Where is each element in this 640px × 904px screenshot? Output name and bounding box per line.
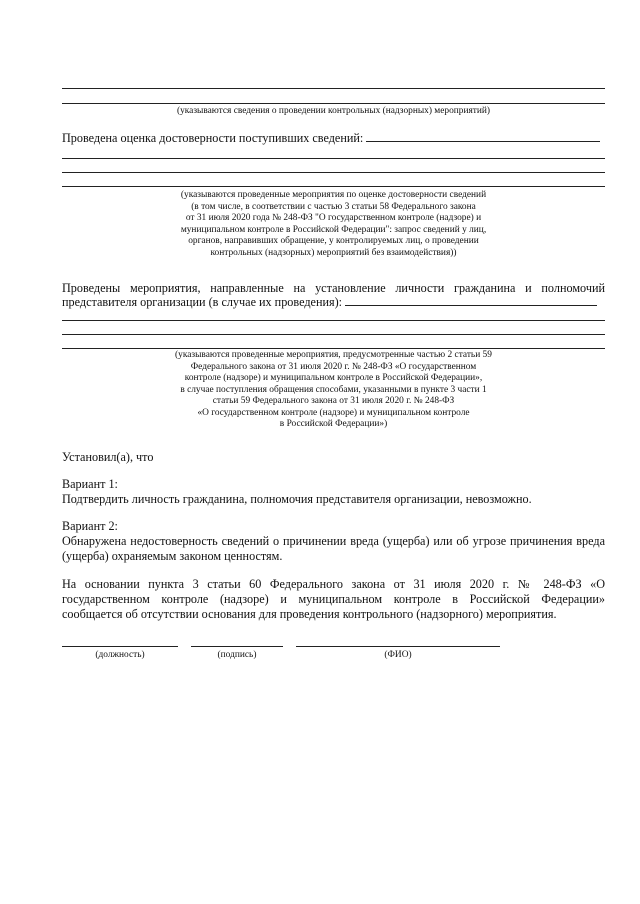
full-name-line[interactable]: [296, 646, 500, 647]
caption-line: «О государственном контроле (надзоре) и муниципальном контроле: [197, 407, 470, 418]
caption-line: (указываются проведенные мероприятия, предусмотренные частью 2 статьи 59: [175, 350, 492, 360]
variant1-text: Подтвердить личность гражданина, полномочия представителя организации, невозможно.: [62, 492, 532, 506]
blank-line[interactable]: [62, 158, 605, 159]
conclusion-line3: сообщается об отсутствии основания для проведения контрольного (надзорного) мероприятия.: [62, 607, 557, 621]
verification-fill-line[interactable]: [366, 131, 600, 142]
position-line[interactable]: [62, 646, 178, 647]
identity-heading-line1: Проведены мероприятия, направленные на установление личности гражданина и полномочий: [62, 281, 605, 295]
blank-line[interactable]: [62, 348, 605, 349]
blank-line[interactable]: [62, 186, 605, 187]
caption-line: органов, направивших обращение, у контролируемых лиц, о проведении: [188, 236, 479, 246]
caption-line: муниципальном контроле в Российской Федерации": запрос сведений у лиц,: [180, 224, 487, 235]
caption-verification: [62, 190, 605, 259]
established-text: Установил(а), что: [62, 450, 154, 464]
variant2-line1: Обнаружена недостоверность сведений о причинении вреда (ущерба) или об угрозе причинения вреда: [62, 534, 605, 548]
variant1-title: Вариант 1:: [62, 477, 118, 491]
position-label: (должность): [95, 650, 145, 660]
blank-line[interactable]: [62, 88, 605, 89]
caption-identity: [62, 350, 605, 431]
caption-line: (в том числе, в соответствии с частью 3 статьи 58 Федерального закона: [191, 201, 476, 212]
identity-heading-row: [62, 295, 605, 311]
caption-line: контроле (надзоре) и муниципальном контроле в Российской Федерации»,: [184, 373, 483, 383]
full-name-label: (ФИО): [384, 650, 412, 660]
caption-line: статьи 59 Федерального закона от 31 июля 2020 г. № 248-ФЗ: [212, 396, 455, 406]
blank-line[interactable]: [62, 320, 605, 321]
conclusion-line1: На основании пункта 3 статьи 60 Федерального закона от 31 июля 2020 г. № 248-ФЗ «О: [62, 577, 605, 591]
verification-heading-row: [62, 131, 605, 147]
caption-line: в Российской Федерации»): [279, 419, 388, 429]
caption-line: от 31 июля 2020 года № 248-ФЗ "О государственном контроле (надзоре) и: [185, 213, 482, 223]
caption-line: в случае поступления обращения способами, указанными в пункте 3 части 1: [180, 384, 487, 395]
signature-label: (подпись): [217, 650, 257, 660]
verification-heading: Проведена оценка достоверности поступивших сведений:: [62, 131, 364, 145]
caption-line: Федерального закона от 31 июля 2020 г. № 248-ФЗ «О государственном: [190, 361, 477, 372]
signature-line[interactable]: [191, 646, 283, 647]
caption-line: контрольных (надзорных) мероприятий без взаимодействия)): [210, 247, 457, 258]
blank-line[interactable]: [62, 334, 605, 335]
caption-line: (указываются проведенные мероприятия по оценке достоверности сведений: [180, 190, 487, 200]
caption-control-measures: (указываются сведения о проведении контрольных (надзорных) мероприятий): [176, 106, 491, 116]
variant2-title: Вариант 2:: [62, 519, 118, 533]
identity-fill-line[interactable]: [345, 295, 597, 306]
blank-line[interactable]: [62, 103, 605, 104]
blank-line[interactable]: [62, 172, 605, 173]
identity-heading-line2: представителя организации (в случае их проведения):: [62, 295, 343, 309]
conclusion-line2: государственном контроле (надзоре) и муниципальном контроле в Российской Федерации»: [62, 592, 605, 606]
variant2-line2: (ущерба) охраняемым законом ценностям.: [62, 549, 283, 563]
